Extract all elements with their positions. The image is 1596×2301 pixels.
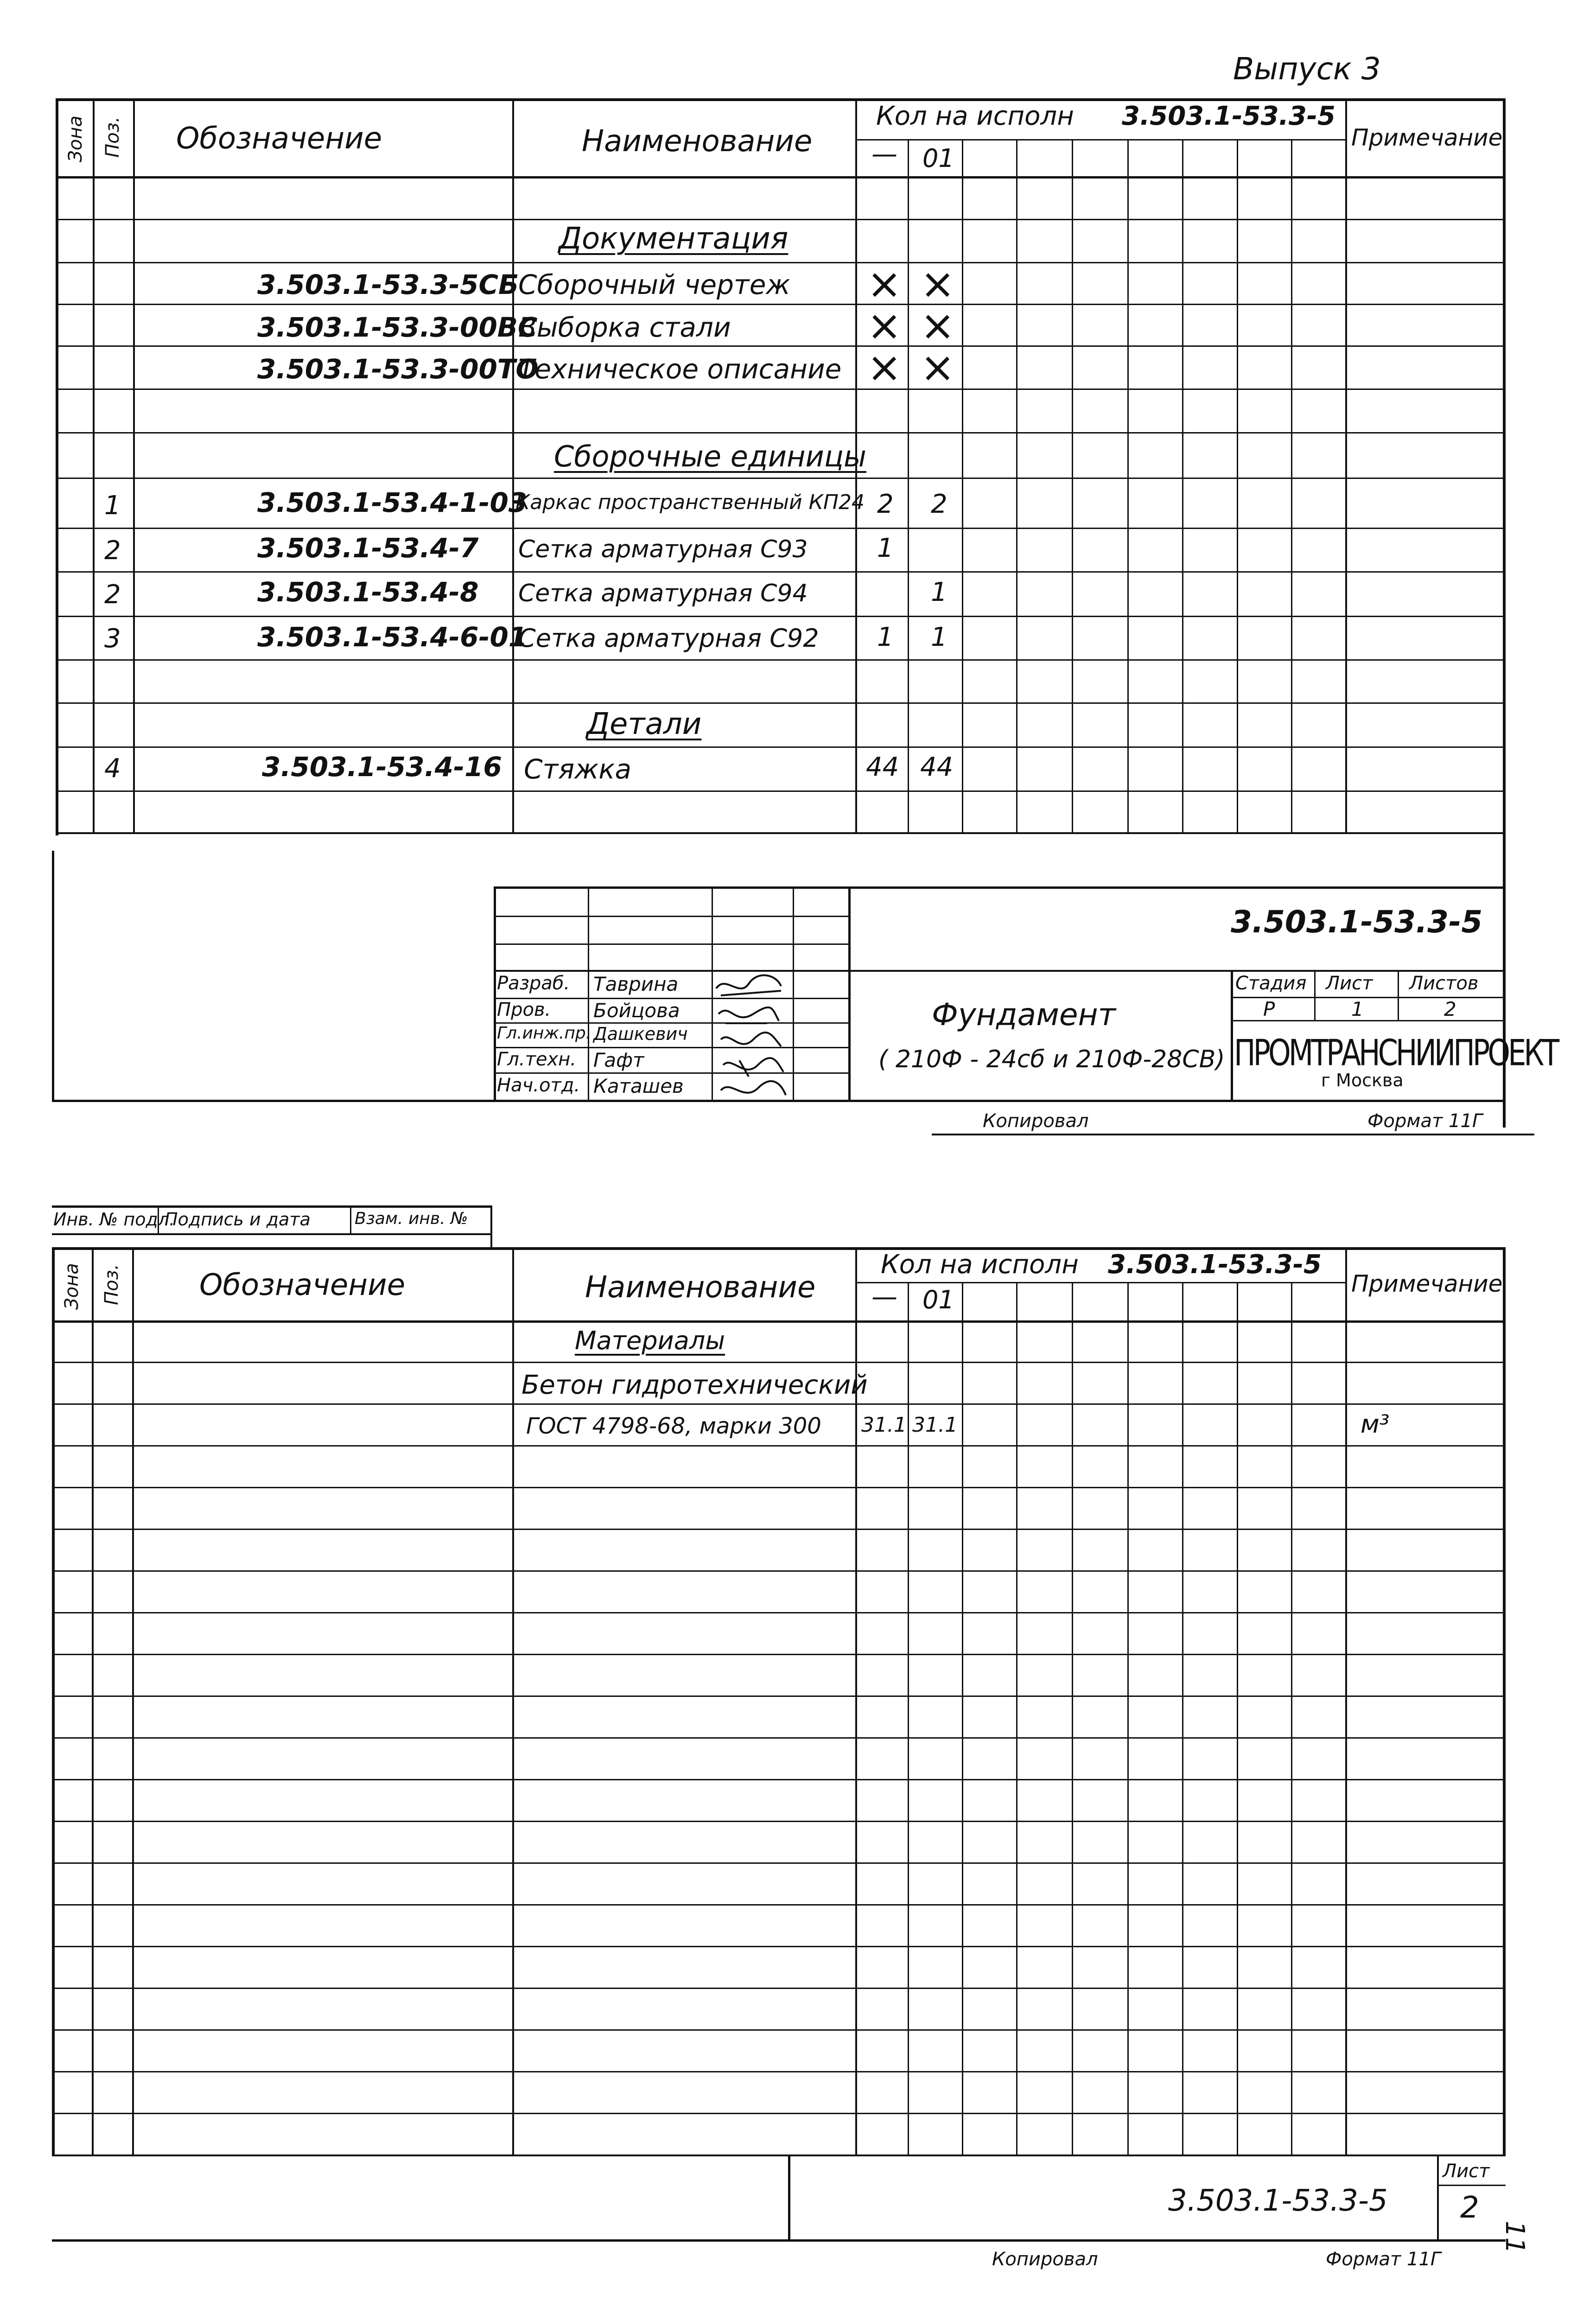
signatures xyxy=(712,970,793,1102)
stage-label: Стадия xyxy=(1235,973,1307,994)
signature-4 xyxy=(723,1058,783,1077)
variant-dash: — xyxy=(871,139,897,169)
stamp-sign: Подпись и дата xyxy=(165,1209,311,1230)
asm-row-name: Сетка арматурная С94 xyxy=(518,580,808,607)
role-label: Гл.инж.пр. xyxy=(497,1024,591,1043)
table-bottom xyxy=(56,832,1506,834)
col-note-header: Примечание xyxy=(1351,1270,1503,1297)
role-label: Разраб. xyxy=(497,973,570,994)
asm-row-designation: 3.503.1-53.4-7 xyxy=(257,532,479,564)
copied-label: Копировал xyxy=(992,2249,1098,2270)
footer-code: 3.503.1-53.3-5 xyxy=(1168,2184,1388,2218)
person-name: Таврина xyxy=(593,973,679,995)
footer-sheet-number: 2 xyxy=(1460,2191,1479,2225)
col-qty-header: Кол на исполн xyxy=(881,1249,1079,1280)
stamp-inv: Инв. № подл. xyxy=(53,1209,175,1230)
asm-row-q2: 1 xyxy=(931,577,947,607)
variant-01: 01 xyxy=(922,1285,954,1314)
doc-row-name: Техническое описание xyxy=(518,353,842,385)
doc-row-q1: × xyxy=(867,260,902,308)
col-pos-header: Поз. xyxy=(101,1264,122,1305)
title-block-title: Фундамент xyxy=(932,997,1116,1033)
section-materials: Материалы xyxy=(575,1326,725,1355)
asm-row-pos: 2 xyxy=(104,580,121,610)
asm-row-q2: 2 xyxy=(931,489,947,519)
copied-label: Копировал xyxy=(983,1110,1089,1132)
sheet-value: 1 xyxy=(1351,998,1364,1020)
doc-row-designation: 3.503.1-53.3-5СБ xyxy=(257,269,519,300)
sheets-label: Листов xyxy=(1409,973,1479,994)
person-name: Бойцова xyxy=(593,999,680,1022)
variant-01: 01 xyxy=(922,144,954,173)
signature-1 xyxy=(716,975,781,995)
sheet-left-edge xyxy=(52,851,54,1101)
organization-name: ПРОМТРАНСНИИПРОЕКТ xyxy=(1234,1032,1558,1074)
section-documentation: Документация xyxy=(559,222,788,256)
role-label: Пров. xyxy=(497,999,551,1020)
material-line-1: Бетон гидротехнический xyxy=(521,1370,868,1400)
person-name: Дашкевич xyxy=(593,1024,688,1044)
asm-row-q2: 1 xyxy=(931,622,947,652)
title-block-code: 3.503.1-53.3-5 xyxy=(1231,904,1483,940)
table-border xyxy=(1503,98,1506,1128)
asm-row-q1: 1 xyxy=(877,622,894,652)
asm-row-designation: 3.503.1-53.4-8 xyxy=(257,576,479,608)
col-designation-header: Обозначение xyxy=(176,121,382,156)
role-label: Нач.отд. xyxy=(497,1075,580,1096)
col-pos-header: Поз. xyxy=(102,116,123,158)
col-name-header: Наименование xyxy=(585,1270,816,1305)
asm-row-name: Сетка арматурная С93 xyxy=(518,535,808,563)
doc-row-name: Сборочный чертеж xyxy=(518,269,790,300)
asm-row-pos: 3 xyxy=(104,624,121,654)
material-q2: 31.1 xyxy=(912,1413,958,1437)
doc-row-designation: 3.503.1-53.3-00ВС xyxy=(257,312,538,343)
stage-value: Р xyxy=(1263,998,1275,1020)
sheet-label: Лист xyxy=(1326,973,1373,994)
detail-row-pos: 4 xyxy=(104,753,121,784)
asm-row-pos: 1 xyxy=(104,491,121,521)
col-note-header: Примечание xyxy=(1351,124,1503,151)
col-designation-header: Обозначение xyxy=(199,1268,406,1302)
signature-3 xyxy=(721,1033,781,1046)
doc-row-q1: × xyxy=(867,343,902,392)
material-line-2: ГОСТ 4798-68, марки 300 xyxy=(526,1413,821,1439)
col-doc-code: 3.503.1-53.3-5 xyxy=(1108,1249,1322,1280)
col-qty-header: Кол на исполн xyxy=(876,101,1074,131)
asm-row-q1: 2 xyxy=(877,489,894,519)
doc-row-q1: × xyxy=(867,301,902,350)
stamp-replace: Взам. инв. № xyxy=(355,1209,468,1228)
doc-row-q2: × xyxy=(920,301,955,350)
asm-row-designation: 3.503.1-53.4-1-03 xyxy=(257,487,528,518)
issue-label: Выпуск 3 xyxy=(1233,51,1381,87)
header-divider xyxy=(56,176,1506,178)
title-block-subtitle: ( 210Ф - 24сб и 210Ф-28СВ) xyxy=(878,1045,1225,1073)
doc-row-designation: 3.503.1-53.3-00ТО xyxy=(257,353,539,385)
person-name: Гафт xyxy=(593,1049,644,1071)
variant-dash: — xyxy=(871,1282,897,1312)
detail-row-name: Стяжка xyxy=(524,753,631,785)
detail-row-designation: 3.503.1-53.4-16 xyxy=(262,751,502,783)
col-name-header: Наименование xyxy=(582,124,813,159)
table-border xyxy=(56,98,58,835)
material-unit: м³ xyxy=(1361,1409,1390,1439)
asm-row-name: Сетка арматурная С92 xyxy=(518,624,819,653)
col-doc-code: 3.503.1-53.3-5 xyxy=(1122,101,1335,131)
asm-row-designation: 3.503.1-53.4-6-01 xyxy=(257,621,528,653)
asm-row-q1: 1 xyxy=(877,533,894,563)
detail-row-q1: 44 xyxy=(866,752,899,782)
col-zone-header: Зона xyxy=(65,115,86,162)
asm-row-name: Каркас пространственный КП24 xyxy=(515,491,865,514)
format-label: Формат 11Г xyxy=(1367,1110,1483,1132)
doc-row-name: Выборка стали xyxy=(518,312,731,343)
footer-sheet-label: Лист xyxy=(1443,2161,1490,2182)
doc-row-q2: × xyxy=(920,260,955,308)
signature-2 xyxy=(719,1007,779,1023)
doc-row-q2: × xyxy=(920,343,955,392)
role-label: Гл.техн. xyxy=(497,1049,577,1070)
sheets-value: 2 xyxy=(1444,998,1456,1020)
asm-row-pos: 2 xyxy=(104,535,121,566)
section-details: Детали xyxy=(586,707,702,741)
col-zone-header: Зона xyxy=(61,1263,83,1310)
material-q1: 31.1 xyxy=(861,1413,907,1437)
signature-5 xyxy=(721,1081,786,1095)
person-name: Каташев xyxy=(593,1075,684,1097)
section-assembly-units: Сборочные единицы xyxy=(554,440,867,473)
sheet-separator xyxy=(932,1134,1534,1135)
header-subline xyxy=(857,139,1347,140)
detail-row-q2: 44 xyxy=(920,752,954,782)
organization-city: г Москва xyxy=(1321,1070,1404,1090)
margin-mark: 11 xyxy=(1500,2221,1530,2254)
format-label: Формат 11Г xyxy=(1326,2249,1441,2270)
